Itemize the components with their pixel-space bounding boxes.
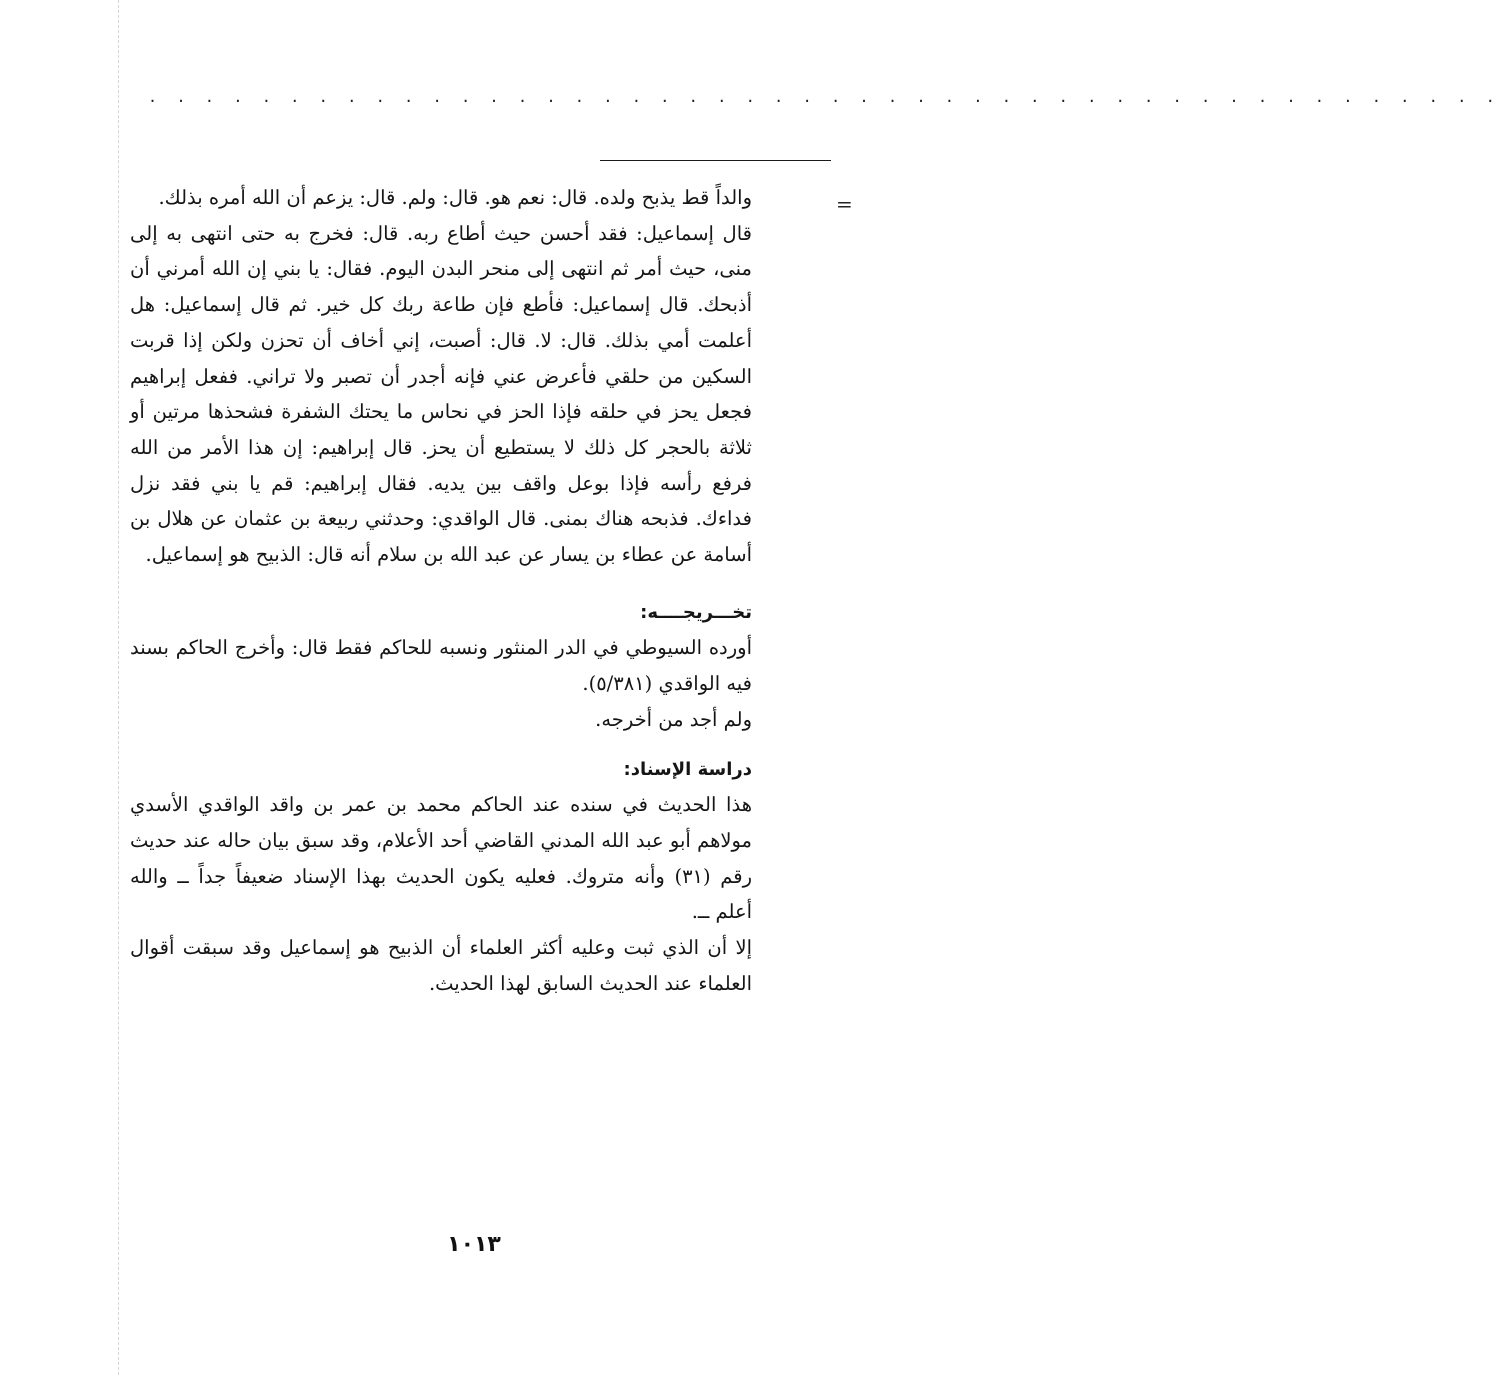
isnad-paragraph-2: إلا أن الذي ثبت وعليه أكثر العلماء أن الذبيح هو إسماعيل وقد سبقت أقوال العلماء عند الحديث السابق لهذا الحديث. [130,936,752,995]
continuation-marker: = [836,192,853,216]
takhrij-heading: تخـــريجــــه: [640,601,752,623]
page-edge-line [118,0,119,1375]
page-number: ١٠١٣ [447,1232,501,1257]
isnad-heading: دراسة الإسناد: [623,758,752,780]
isnad-paragraph-1: هذا الحديث في سنده عند الحاكم محمد بن عمر بن واقد الواقدي الأسدي مولاهم أبو عبد الله المدني القاضي أحد الأعلام، وقد سبق بيان حاله عند حديث رقم (٣١) وأنه متروك. فعليه يكون الحديث بهذا الإسناد ضعيفاً جداً ــ والله أعلم ــ. [130,793,752,924]
takhrij-paragraph-1: أورده السيوطي في الدر المنثور ونسبه للحاكم فقط قال: وأخرج الحاكم بسند فيه الواقدي (٥/٣٨١). [130,636,752,696]
footnote-separator [600,160,831,161]
narration-paragraph-2: قال إسماعيل: فقد أحسن حيث أطاع ربه. قال: فخرج به حتى انتهى به إلى منى، حيث أمر ثم انتهى إلى منحر البدن اليوم. فقال: يا بني إن الله أمرني أن أذبحك. قال إسماعيل: فأطع فإن طاعة ربك كل خير. ثم قال إسماعيل: هل أعلمت أمي بذلك. قال: لا. قال: أصبت، إني أخاف أن تحزن ولكن إذا قربت السكين من حلقي فأعرض عني فإنه أجدر أن تصبر ولا تراني. ففعل إبراهيم فجعل يحز في حلقه فإذا الحز في نحاس ما يحتك الشفرة فشحذها مرتين أو ثلاثة بالحجر كل ذلك لا يستطيع أن يحز. قال إبراهيم: إن هذا الأمر من الله فرفع رأسه فإذا بوعل واقف بين يديه. فقال إبراهيم: قم يا بني فقد نزل فداءك. فذبحه هناك بمنى. قال الواقدي: وحدثني ربيعة بن عثمان عن هلال بن أسامة عن عطاء بن يسار عن عبد الله بن سلام أنه قال: الذبيح هو إسماعيل. [130,221,752,567]
narration-paragraph-1: والداً قط يذبح ولده. قال: نعم هو. قال: ولم. قال: يزعم أن الله أمره بذلك. [158,186,752,209]
dot-leader: . . . . . . . . . . . . . . . . . . . . . . . . . . . . . . . . . . . . . . . . . . . . . . . . [148,88,1500,106]
section-gap [130,738,752,752]
takhrij-paragraph-2: ولم أجد من أخرجه. [595,707,752,731]
section-gap [130,573,752,595]
page-body [130,180,752,1001]
